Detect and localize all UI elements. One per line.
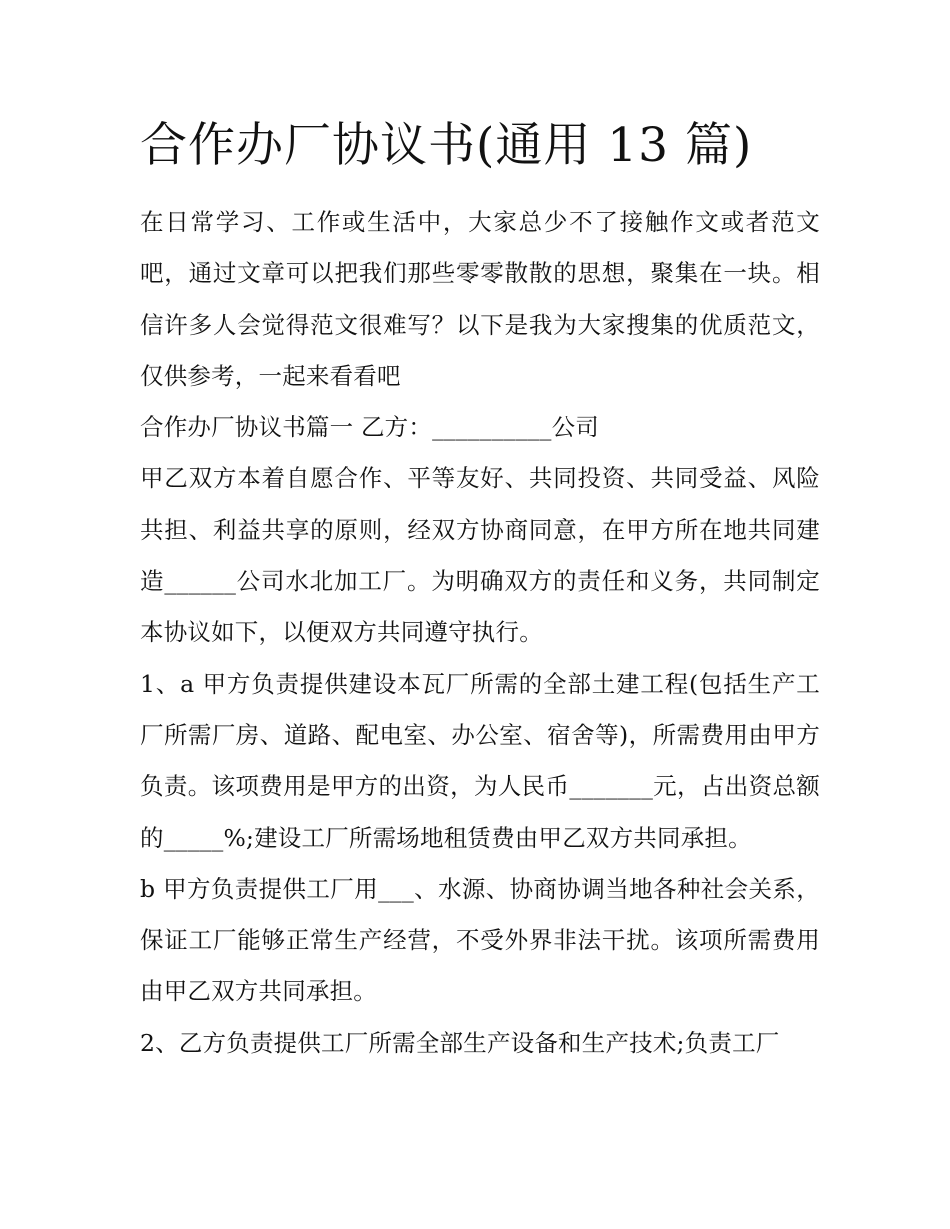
document-body [140,197,820,1069]
principles-paragraph: 甲乙双方本着自愿合作、平等友好、共同投资、共同受益、风险共担、利益共享的原则，经双方协商同意，在甲方所在地共同建造______公司水北加工厂。为明确双方的责任和义务，共同制定本协议如下，以便双方共同遵守执行。 [140,464,820,647]
clause-1b-paragraph: b 甲方负责提供工厂用___、水源、协商协调当地各种社会关系，保证工厂能够正常生产经营，不受外界非法干扰。该项所需费用由甲乙双方共同承担。 [140,874,820,1006]
intro-paragraph: 在日常学习、工作或生活中，大家总少不了接触作文或者范文吧，通过文章可以把我们那些零零散散的思想，聚集在一块。相信许多人会觉得范文很难写？以下是我为大家搜集的优质范文，仅供参考，一起来看看吧 [140,208,820,390]
clause-2-paragraph: 2、乙方负责提供工厂所需全部生产设备和生产技术;负责工厂 [140,1028,780,1057]
document-title: 合作办厂协议书(通用 13 篇) [140,118,753,173]
clause-1a-paragraph: 1、a 甲方负责提供建设本瓦厂所需的全部土建工程(包括生产工厂所需厂房、道路、配电室、办公室、宿舍等)，所需费用由甲方负责。该项费用是甲方的出资，为人民币_______元，占出资总额的_____%;建设工厂所需场地租赁费由甲乙双方共同承担。 [140,669,820,852]
section-heading-part-b: 合作办厂协议书篇一 乙方：__________公司 [140,413,599,442]
